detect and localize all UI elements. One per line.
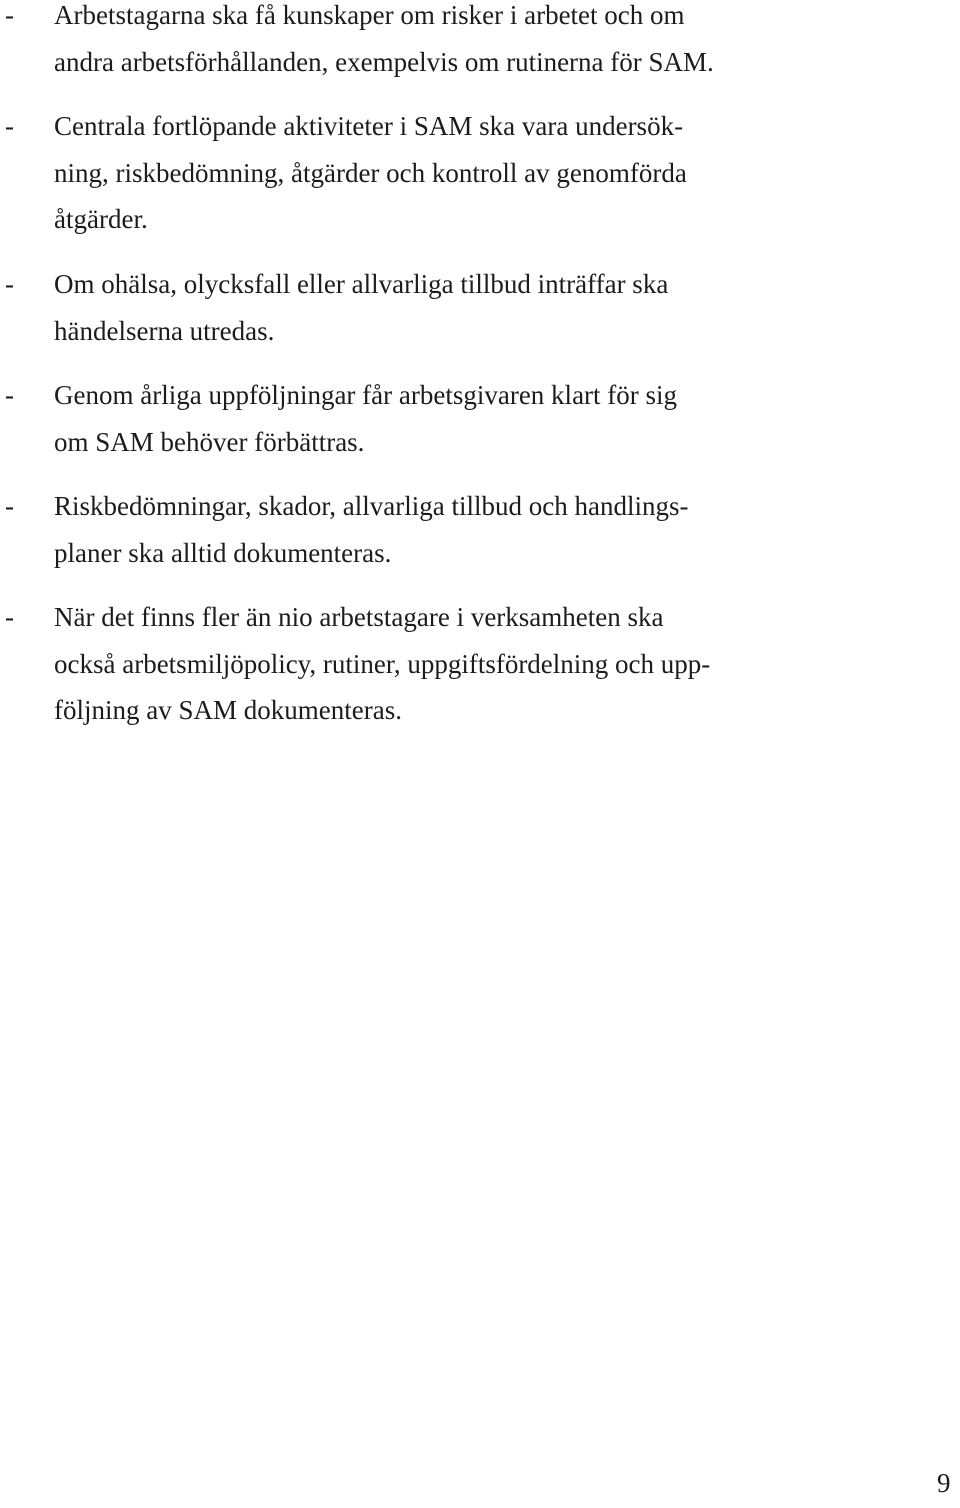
bullet-text-line: andra arbetsförhållanden, exempelvis om rutinerna för SAM.: [54, 46, 714, 77]
bullet-text-line: Centrala fortlöpande aktiviteter i SAM ska vara undersök-: [54, 111, 684, 141]
bullet-dash: -: [5, 380, 14, 410]
bullet-dash: -: [5, 269, 14, 299]
bullet-text-line: också arbetsmiljöpolicy, rutiner, uppgiftsfördelning och upp-: [54, 648, 711, 679]
bullet-text-line: Riskbedömningar, skador, allvarliga tillbud och handlings-: [54, 491, 689, 521]
bullet-text-line: Genom årliga uppföljningar får arbetsgivaren klart för sig: [54, 380, 678, 410]
bullet-text-line: händelserna utredas.: [54, 315, 275, 346]
bullet-dash: -: [5, 111, 14, 141]
bullet-text-line: planer ska alltid dokumenteras.: [54, 537, 392, 568]
bullet-text-line: ning, riskbedömning, åtgärder och kontroll av genomförda: [54, 157, 687, 188]
page-number: 9: [937, 1468, 951, 1498]
bullet-dash: -: [5, 491, 14, 521]
bullet-text-line: Om ohälsa, olycksfall eller allvarliga tillbud inträffar ska: [54, 269, 669, 299]
bullet-dash: -: [5, 0, 14, 30]
bullet-text-line: När det finns fler än nio arbetstagare i verksamheten ska: [54, 602, 664, 632]
bullet-text-line: åtgärder.: [54, 204, 148, 234]
bullet-text-line: följning av SAM dokumenteras.: [54, 695, 402, 725]
bullet-dash: -: [5, 602, 14, 632]
bullet-text-line: Arbetstagarna ska få kunskaper om risker i arbetet och om: [54, 0, 685, 30]
bullet-text-line: om SAM behöver förbättras.: [54, 426, 365, 457]
